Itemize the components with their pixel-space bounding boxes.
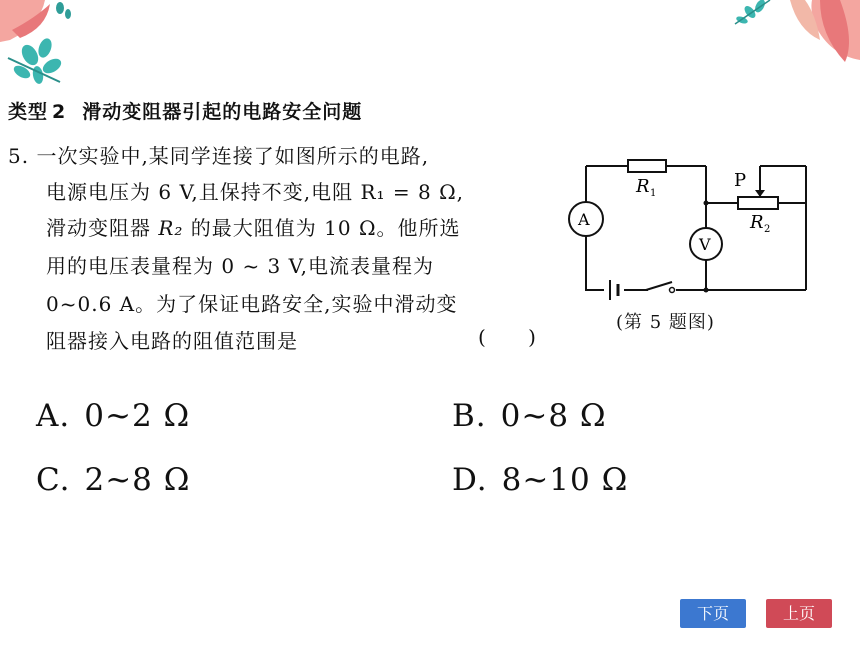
- option-a[interactable]: A. 0~2 Ω: [36, 398, 191, 434]
- option-c[interactable]: C. 2~8 Ω: [36, 462, 191, 498]
- question-line-3: 滑动变阻器 R₂ 的最大阻值为 10 Ω。他所选: [46, 216, 461, 240]
- section-title: [8, 97, 362, 124]
- question-line-1: 5. 一次实验中,某同学连接了如图所示的电路,: [8, 144, 430, 168]
- decor-top-left-leaves-icon: [0, 0, 120, 90]
- rheostat-r2: [738, 197, 778, 209]
- section-heading: 滑动变阻器引起的电路安全问题: [82, 101, 363, 123]
- label-r1-sub: 1: [650, 188, 657, 199]
- switch: [670, 288, 675, 293]
- resistor-r1: [628, 160, 666, 172]
- label-r1: R: [636, 176, 650, 197]
- question-line-2: 电源电压为 6 V,且保持不变,电阻 R₁ = 8 Ω,: [46, 180, 465, 204]
- decor-top-right-leaves-icon: [720, 0, 860, 90]
- label-r2: R: [750, 212, 764, 233]
- next-page-button[interactable]: 下页: [680, 599, 746, 628]
- figure-caption: (第 5 题图): [616, 312, 715, 333]
- option-d[interactable]: D. 8~10 Ω: [452, 462, 629, 498]
- battery: [610, 280, 618, 300]
- option-b[interactable]: B. 0~8 Ω: [452, 398, 607, 434]
- label-p: P: [734, 170, 747, 191]
- label-r2-sub: 2: [764, 224, 771, 235]
- label-voltmeter: V: [699, 235, 711, 254]
- section-label: 类型: [8, 101, 49, 123]
- answer-blank: ( ): [478, 325, 554, 349]
- question-line-6: 阻器接入电路的阻值范围是: [46, 329, 298, 353]
- circuit-diagram: [560, 148, 820, 308]
- label-ammeter: A: [578, 210, 590, 229]
- section-number: 2: [52, 101, 67, 123]
- previous-page-button[interactable]: 上页: [766, 599, 832, 628]
- question-number: 5.: [8, 144, 30, 168]
- question-line-4: 用的电压表量程为 0 ~ 3 V,电流表量程为: [46, 254, 434, 278]
- question-line-5: 0~0.6 A。为了保证电路安全,实验中滑动变: [46, 292, 458, 316]
